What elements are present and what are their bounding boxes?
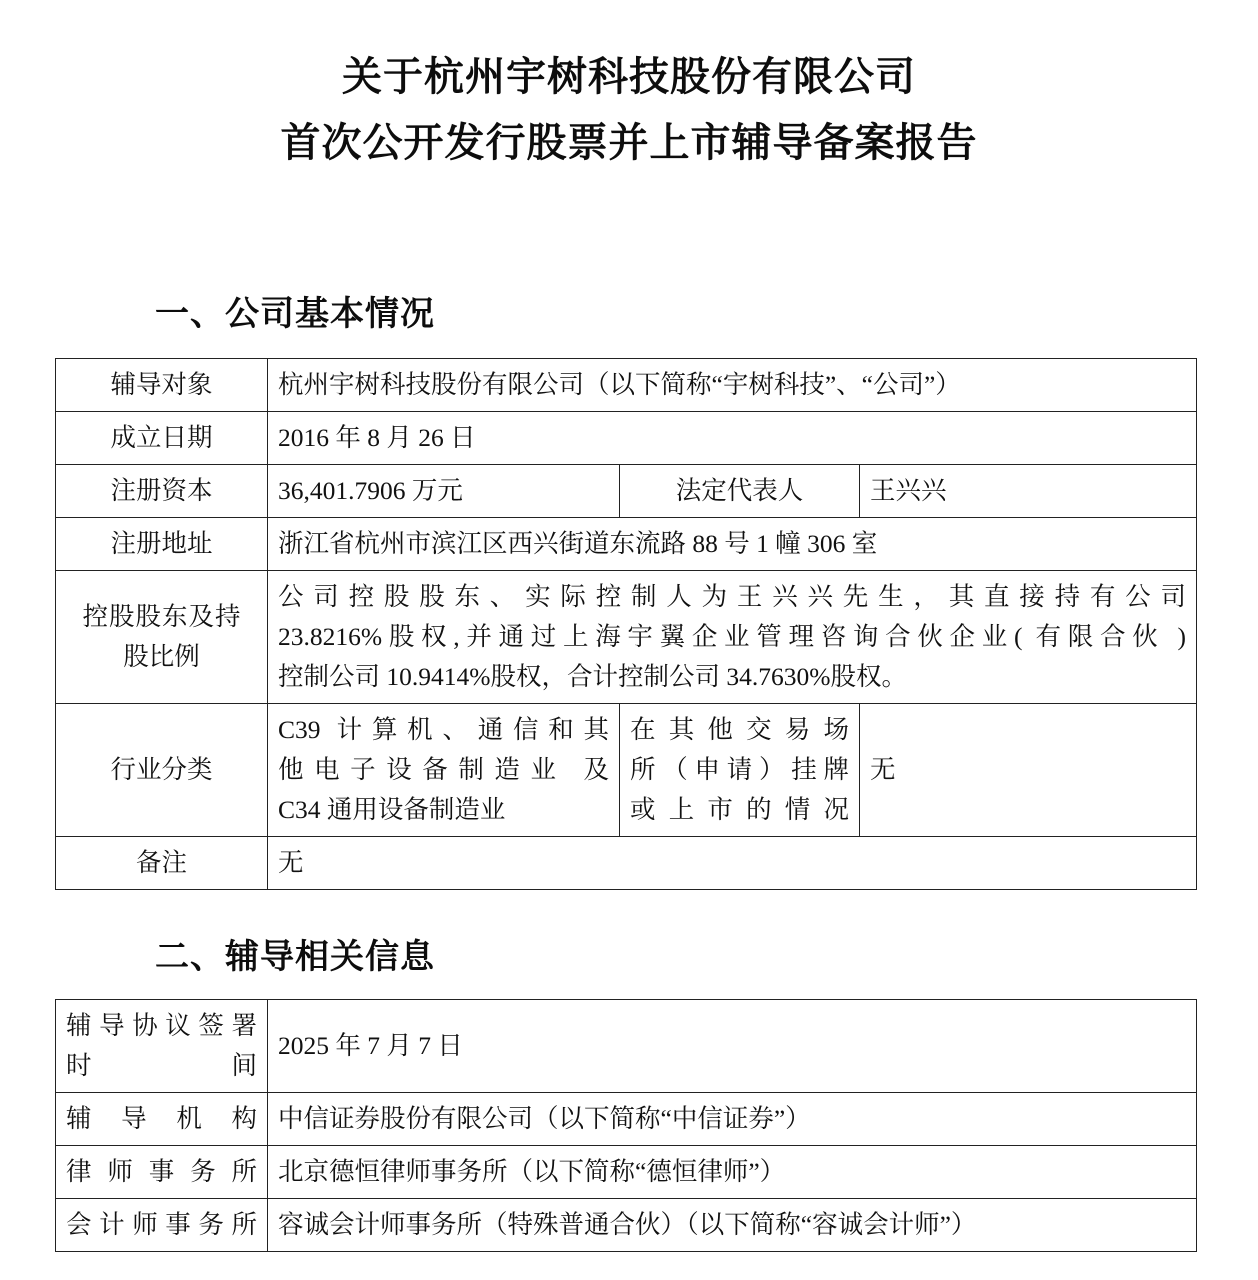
row-label-agreement-sign-date — [56, 1000, 268, 1093]
row-value-guidance-institution: 中信证券股份有限公司（以下简称“中信证券”） — [268, 1093, 1197, 1146]
row-label-other-listing-status — [620, 704, 860, 837]
row-value-other-listing-status: 无 — [860, 704, 1197, 837]
guidance-info-table — [55, 999, 1197, 1252]
agreement-sign-date-label-line-2: 时间 — [66, 1051, 257, 1080]
row-label-legal-representative: 法定代表人 — [620, 465, 860, 518]
row-value-agreement-sign-date: 2025 年 7 月 7 日 — [268, 1000, 1197, 1093]
row-label-registered-capital: 注册资本 — [56, 465, 268, 518]
table-row-law-firm — [56, 1146, 1197, 1199]
other-listing-status-line-3: 或上市的情况 — [630, 795, 849, 824]
row-value-registered-capital: 36,401.7906 万元 — [268, 465, 620, 518]
row-value-guidance-subject: 杭州宇树科技股份有限公司（以下简称“宇树科技”、“公司”） — [268, 359, 1197, 412]
table-row-remarks — [56, 837, 1197, 890]
row-label-establish-date: 成立日期 — [56, 412, 268, 465]
row-label-controlling-shareholder-line-1: 控股股东及持 — [82, 602, 241, 631]
row-label-remarks: 备注 — [56, 837, 268, 890]
table-row-establish-date — [56, 412, 1197, 465]
table-row-guidance-subject — [56, 359, 1197, 412]
other-listing-status-line-1: 在其他交易场 — [630, 715, 849, 744]
row-label-accounting-firm: 会计师事务所 — [56, 1199, 268, 1252]
row-label-controlling-shareholder-line-2: 股比例 — [123, 642, 200, 671]
row-value-legal-representative: 王兴兴 — [860, 465, 1197, 518]
controlling-shareholder-line-3: 控制公司 10.9414%股权，合计控制公司 34.7630%股权。 — [278, 662, 907, 691]
controlling-shareholder-line-2: 23.8216%股权,并通过上海宇翼企业管理咨询合伙企业( 有限合伙 ) — [278, 622, 1186, 651]
row-label-controlling-shareholder — [56, 571, 268, 704]
table-row-registered-capital — [56, 465, 1197, 518]
industry-classification-line-2: 他电子设备制造业 及 — [278, 755, 609, 784]
row-value-accounting-firm: 容诚会计师事务所（特殊普通合伙）（以下简称“容诚会计师”） — [268, 1199, 1197, 1252]
row-value-registered-address: 浙江省杭州市滨江区西兴街道东流路 88 号 1 幢 306 室 — [268, 518, 1197, 571]
section-heading-guidance-info: 二、辅导相关信息 — [155, 938, 435, 976]
row-label-industry-classification: 行业分类 — [56, 704, 268, 837]
agreement-sign-date-label-line-1: 辅导协议签署 — [66, 1011, 257, 1040]
row-value-establish-date: 2016 年 8 月 26 日 — [268, 412, 1197, 465]
guidance-info-table-wrapper — [0, 999, 1258, 1252]
table-row-guidance-institution — [56, 1093, 1197, 1146]
company-basics-table-wrapper — [0, 358, 1258, 890]
row-value-controlling-shareholder — [268, 571, 1197, 704]
industry-classification-line-1: C39 计算机、通信和其 — [278, 715, 609, 744]
table-row-agreement-sign-date — [56, 1000, 1197, 1093]
document-title-line-2: 首次公开发行股票并上市辅导备案报告 — [280, 121, 978, 165]
industry-classification-line-3: C34 通用设备制造业 — [278, 795, 506, 824]
row-value-law-firm: 北京德恒律师事务所（以下简称“德恒律师”） — [268, 1146, 1197, 1199]
row-value-remarks: 无 — [268, 837, 1197, 890]
row-label-guidance-subject: 辅导对象 — [56, 359, 268, 412]
table-row-accounting-firm — [56, 1199, 1197, 1252]
company-basics-table — [55, 358, 1197, 890]
table-row-controlling-shareholder — [56, 571, 1197, 704]
document-title — [0, 0, 1258, 176]
other-listing-status-line-2: 所（申请）挂牌 — [630, 755, 849, 784]
row-label-law-firm: 律师事务所 — [56, 1146, 268, 1199]
controlling-shareholder-line-1: 公司控股股东、实际控制人为王兴兴先生，其直接持有公司 — [278, 582, 1186, 611]
row-label-registered-address: 注册地址 — [56, 518, 268, 571]
table-row-registered-address — [56, 518, 1197, 571]
document-title-line-1: 关于杭州宇树科技股份有限公司 — [342, 55, 916, 99]
row-value-industry-classification — [268, 704, 620, 837]
row-label-guidance-institution: 辅导机构 — [56, 1093, 268, 1146]
section-heading-company-basics: 一、公司基本情况 — [155, 295, 435, 333]
table-row-industry-classification — [56, 704, 1197, 837]
